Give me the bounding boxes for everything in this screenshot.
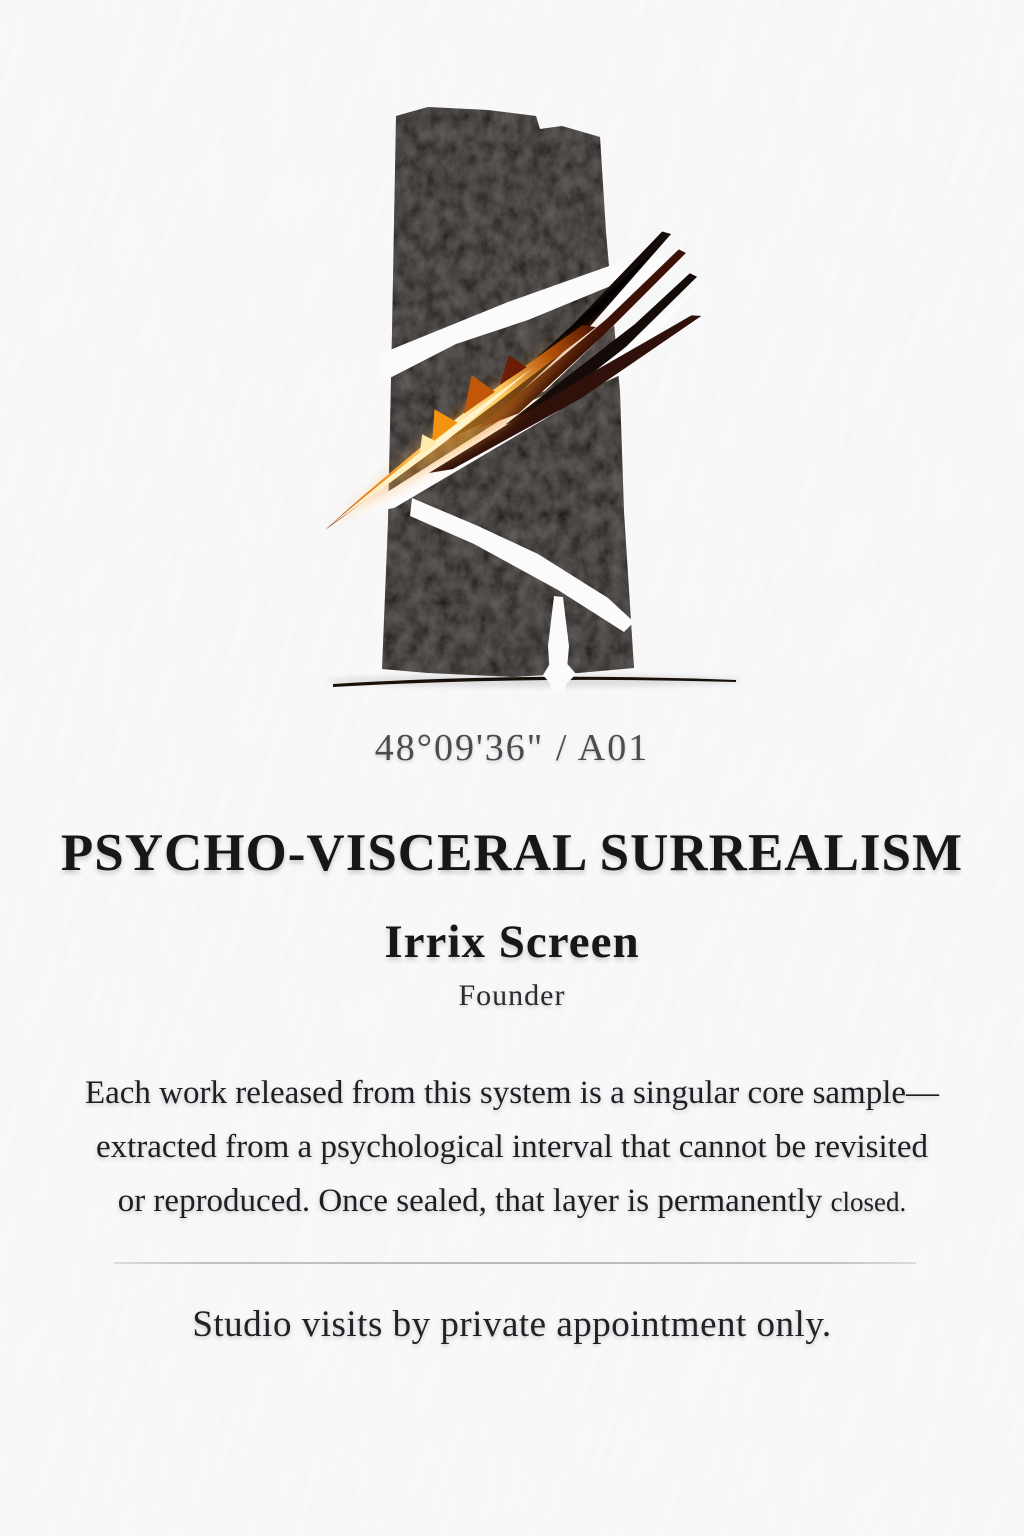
statement-paragraph xyxy=(0,1066,1024,1229)
statement-line-3: or reproduced. Once sealed, that layer is permanently xyxy=(117,1183,823,1219)
fractured-monolith-emblem xyxy=(278,92,748,712)
ground-shadow xyxy=(326,675,742,687)
statement-line-2: extracted from a psychological interval that cannot be revisited xyxy=(95,1129,928,1165)
statement-line-1: Each work released from this system is a singular core sample— xyxy=(84,1075,940,1111)
studio-title: PSYCHO-VISCERAL SURREALISM xyxy=(60,824,964,882)
person-name: Irrix Screen xyxy=(384,916,640,968)
person-role: Founder xyxy=(458,979,566,1012)
divider-rule xyxy=(114,1262,916,1264)
footer-note: Studio visits by private appointment only. xyxy=(192,1304,832,1345)
coordinates-label: 48°09'36" / A01 xyxy=(374,727,650,769)
statement-line-3-suffix: closed. xyxy=(830,1187,907,1217)
